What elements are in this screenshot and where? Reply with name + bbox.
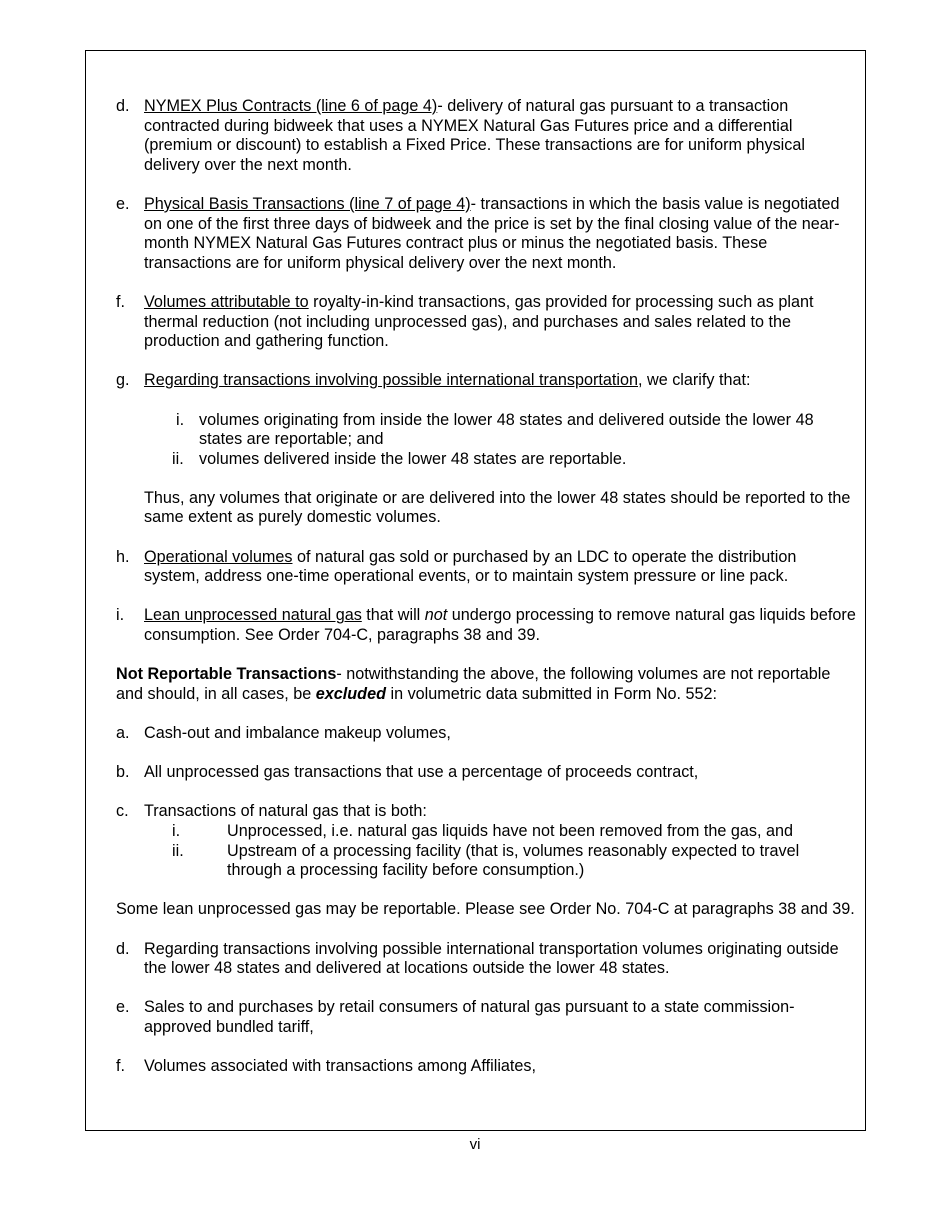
- item-marker: e.: [116, 194, 130, 213]
- item-marker: a.: [116, 724, 130, 742]
- excluded-item-e: [116, 998, 856, 1037]
- page-number: vi: [469, 1136, 481, 1153]
- list-item-i: [116, 606, 856, 645]
- section-heading: Not Reportable Transactions: [116, 665, 337, 684]
- item-marker: i.: [116, 606, 125, 625]
- list-item-e: [116, 195, 856, 273]
- excluded-item-d: [116, 940, 856, 979]
- item-text: royalty-in-kind transactions, gas provided for processing such as plant thermal reduction (not including unprocessed gas), and purchases and sales related to the production and gathering function.: [144, 292, 814, 351]
- item-marker: g.: [116, 371, 130, 390]
- list-item-g: [116, 371, 856, 391]
- excluded-item-f: [116, 1057, 856, 1077]
- excluded-item-c: [116, 802, 856, 822]
- sub-item-g-ii: [172, 450, 856, 470]
- item-emphasis: not: [424, 606, 448, 625]
- lean-gas-note: Some lean unprocessed gas may be reportable. Please see Order No. 704-C at paragraphs 38 and 39.: [116, 900, 855, 919]
- excluded-item-a: [116, 724, 856, 744]
- international-note: Thus, any volumes that originate or are delivered into the lower 48 states should be reported to the same extent as purely domestic volumes.: [144, 488, 851, 527]
- item-text: , we clarify that:: [638, 371, 751, 390]
- sub-marker: i.: [176, 410, 185, 429]
- list-item-f: [116, 293, 856, 352]
- item-marker: f.: [116, 1057, 125, 1076]
- sub-text: volumes delivered inside the lower 48 states are reportable.: [199, 449, 627, 468]
- not-reportable-intro: Not Reportable Transactions- notwithstanding the above, the following volumes are not reportable and should, in all cases, be excluded in volumetric data submitted in Form No. 552:: [116, 665, 831, 703]
- item-text: - transactions in which the basis value is negotiated on one of the first three days of bidweek and the price is set by the final closing value of the near-month NYMEX Natural Gas Futures contract plus or minus the negotiated basis. These transactions are for uniform physical delivery over the next month.: [144, 194, 840, 272]
- item-text: that will: [361, 606, 425, 625]
- list-item-h: [116, 548, 856, 587]
- item-marker: d.: [116, 97, 130, 115]
- sub-item-c-i: [172, 822, 856, 842]
- item-label: Regarding transactions involving possible international transportation: [144, 371, 639, 390]
- item-text: Volumes associated with transactions among Affiliates,: [144, 1057, 537, 1076]
- item-text: Sales to and purchases by retail consumers of natural gas pursuant to a state commission-approved bundled tariff,: [144, 998, 795, 1036]
- list-item-d: [116, 97, 856, 175]
- item-text: - delivery of natural gas pursuant to a transaction contracted during bidweek that uses a NYMEX Natural Gas Futures price and a differential (premium or discount) to establish a Fixed Price. These transactions are for uniform physical delivery over the next month.: [144, 97, 805, 174]
- item-marker: f.: [116, 292, 125, 311]
- item-marker: d.: [116, 939, 130, 958]
- item-marker: c.: [116, 802, 129, 821]
- sub-text: Unprocessed, i.e. natural gas liquids have not been removed from the gas, and: [227, 821, 794, 840]
- document-body: [116, 97, 856, 1096]
- sub-item-g-i: [172, 411, 856, 450]
- item-marker: e.: [116, 998, 130, 1017]
- item-label: Operational volumes: [144, 547, 293, 566]
- item-text: Transactions of natural gas that is both:: [144, 802, 427, 821]
- item-text: All unprocessed gas transactions that use a percentage of proceeds contract,: [144, 763, 699, 782]
- item-marker: b.: [116, 763, 130, 782]
- excluded-item-b: [116, 763, 856, 783]
- sub-item-c-ii: [172, 842, 856, 881]
- item-label: Physical Basis Transactions (line 7 of page 4): [144, 194, 471, 213]
- item-label: Lean unprocessed natural gas: [144, 606, 362, 625]
- item-text: of natural gas sold or purchased by an LDC to operate the distribution system, address one-time operational events, or to maintain system pressure or line pack.: [144, 547, 797, 586]
- item-label: NYMEX Plus Contracts (line 6 of page 4): [144, 97, 438, 115]
- sub-text: volumes originating from inside the lower 48 states and delivered outside the lower 48 states are reportable; and: [199, 410, 814, 449]
- item-text: Cash-out and imbalance makeup volumes,: [144, 724, 451, 742]
- item-label: Volumes attributable to: [144, 292, 309, 311]
- item-text: undergo processing to remove natural gas liquids before consumption. See Order 704-C, paragraphs 38 and 39.: [144, 606, 856, 645]
- sub-marker: ii.: [172, 449, 184, 468]
- sub-marker: i.: [172, 821, 181, 840]
- sub-text: Upstream of a processing facility (that is, volumes reasonably expected to travel through a processing facility before consumption.): [227, 841, 800, 880]
- sub-marker: ii.: [172, 841, 184, 860]
- item-marker: h.: [116, 547, 130, 566]
- excluded-emphasis: excluded: [315, 684, 386, 703]
- item-text: Regarding transactions involving possible international transportation volumes originating outside the lower 48 states and delivered at locations outside the lower 48 states.: [144, 939, 839, 978]
